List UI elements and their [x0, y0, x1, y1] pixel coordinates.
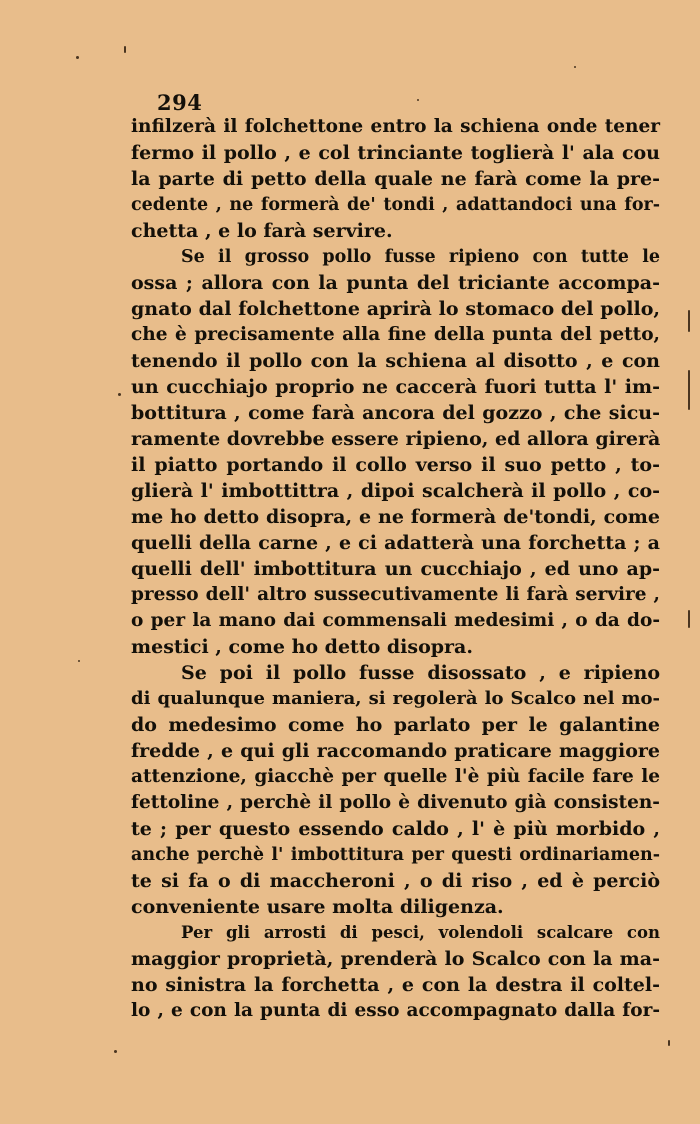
- text-line: quelli dell' imbottitura un cucchiajo , ed uno ap-: [131, 558, 660, 580]
- text-line: do medesimo come ho parlato per le galantine: [131, 714, 660, 736]
- paper-speck: [417, 99, 419, 101]
- text-line: fermo il pollo , e col trinciante toglierà l' ala cou: [131, 142, 660, 164]
- text-line: infilzerà il folchettone entro la schiena onde tener: [131, 116, 660, 137]
- text-line: attenzione, giacchè per quelle l'è più facile fare le: [131, 766, 660, 787]
- paper-speck: [688, 370, 690, 410]
- body-text: [131, 114, 660, 1024]
- page-number: 294: [157, 90, 203, 115]
- text-line: maggior proprietà, prenderà lo Scalco con la ma-: [131, 948, 660, 970]
- text-line: quelli della carne , e ci adatterà una forchetta ; a: [131, 532, 660, 554]
- text-line: mestici , come ho detto disopra.: [131, 636, 473, 658]
- paragraph-start-line: Se poi il pollo fusse disossato , e ripieno: [181, 662, 660, 684]
- text-line: fettoline , perchè il pollo è divenuto già consisten-: [131, 792, 660, 813]
- text-line: te si fa o di maccheroni , o di riso , ed è perciò: [131, 870, 660, 892]
- text-line: conveniente usare molta diligenza.: [131, 896, 504, 918]
- text-line: ossa ; allora con la punta del triciante accompa-: [131, 272, 660, 294]
- paper-speck: [124, 46, 126, 53]
- text-line: che è precisamente alla fine della punta del petto,: [131, 324, 660, 345]
- text-line: anche perchè l' imbottitura per questi ordinariamen-: [131, 845, 660, 865]
- text-line: te ; per questo essendo caldo , l' è più morbido ,: [131, 818, 660, 840]
- paper-speck: [118, 393, 121, 396]
- text-line: bottitura , come farà ancora del gozzo , che sicu-: [131, 402, 660, 424]
- text-line: ramente dovrebbe essere ripieno, ed allora girerà: [131, 428, 661, 450]
- text-line: un cucchiajo proprio ne caccerà fuori tutta l' im-: [131, 376, 660, 398]
- text-line: presso dell' altro sussecutivamente li farà servire ,: [131, 584, 660, 605]
- paragraph-start-line: Per gli arrosti di pesci, volendoli scalcare con: [181, 923, 660, 942]
- paper-speck: [688, 610, 690, 628]
- text-line: il piatto portando il collo verso il suo petto , to-: [131, 454, 660, 476]
- paper-speck: [76, 56, 79, 59]
- paper-speck: [114, 1050, 117, 1053]
- text-line: lo , e con la punta di esso accompagnato dalla for-: [131, 1000, 660, 1021]
- text-line: di qualunque maniera, si regolerà lo Scalco nel mo-: [131, 688, 660, 709]
- text-line: cedente , ne formerà de' tondi , adattandoci una for-: [131, 195, 660, 215]
- paper-speck: [688, 310, 690, 332]
- text-line: no sinistra la forchetta , e con la destra il coltel-: [131, 974, 660, 996]
- text-line: tenendo il pollo con la schiena al disotto , e con: [131, 350, 660, 372]
- paper-speck: [574, 66, 576, 68]
- paper-speck: [78, 660, 80, 662]
- text-line: la parte di petto della quale ne farà come la pre-: [131, 168, 660, 190]
- text-line: glierà l' imbottittra , dipoi scalcherà il pollo , co-: [131, 480, 660, 502]
- text-line: o per la mano dai commensali medesimi , o da do-: [131, 610, 660, 631]
- text-line: gnato dal folchettone aprirà lo stomaco del pollo,: [131, 298, 660, 320]
- text-line: chetta , e lo farà servire.: [131, 220, 393, 242]
- paper-speck: [668, 1040, 670, 1046]
- text-line: me ho detto disopra, e ne formerà de'tondi, come: [131, 506, 660, 528]
- paragraph-start-line: Se il grosso pollo fusse ripieno con tutte le: [181, 247, 660, 267]
- text-line: fredde , e qui gli raccomando praticare maggiore: [131, 740, 660, 762]
